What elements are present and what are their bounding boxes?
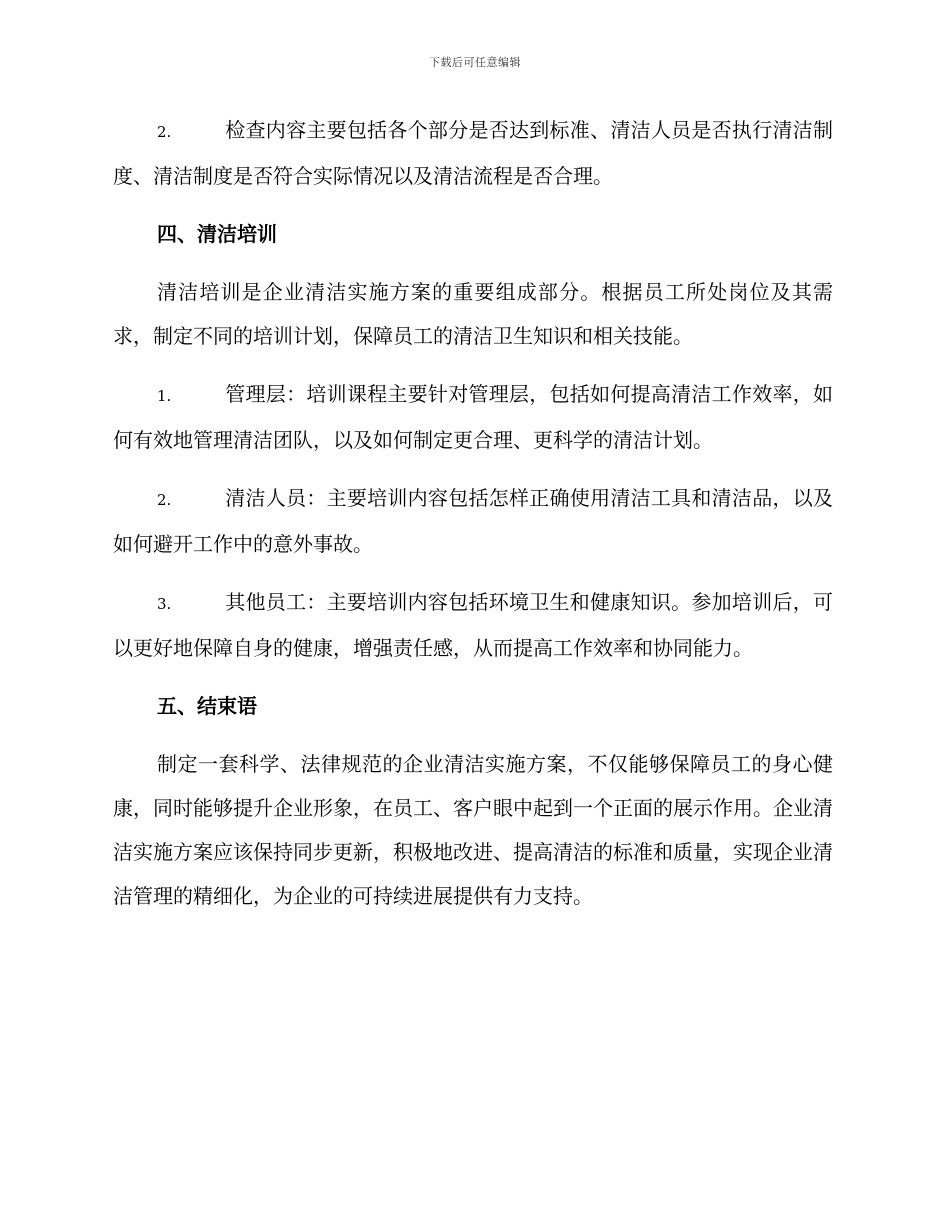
list-text: 管理层：培训课程主要针对管理层，包括如何提高清洁工作效率，如何有效地管理清洁团队，以及如何制定更合理、更科学的清洁计划。 [113,382,833,452]
list-text: 检查内容主要包括各个部分是否达到标准、清洁人员是否执行清洁制度、清洁制度是否符合实际情况以及清洁流程是否合理。 [113,118,833,188]
list-number: 1. [157,387,172,405]
section-heading-conclusion: 五、结束语 [157,694,257,718]
page-header: 下载后可任意编辑 [429,56,521,69]
list-text: 其他员工：主要培训内容包括环境卫生和健康知识。参加培训后，可以更好地保障自身的健康，增强责任感，从而提高工作效率和协同能力。 [113,590,833,660]
list-item-management [113,372,833,462]
document-body [113,108,833,932]
list-number: 3. [157,595,172,613]
list-text: 清洁人员：主要培训内容包括怎样正确使用清洁工具和清洁品，以及如何避开工作中的意外事故。 [113,486,833,556]
conclusion-paragraph: 制定一套科学、法律规范的企业清洁实施方案，不仅能够保障员工的身心健康，同时能够提升企业形象，在员工、客户眼中起到一个正面的展示作用。企业清洁实施方案应该保持同步更新，积极地改进、提高清洁的标准和质量，实现企业清洁管理的精细化，为企业的可持续进展提供有力支持。 [113,752,833,908]
list-number: 2. [157,491,172,509]
training-intro-paragraph: 清洁培训是企业清洁实施方案的重要组成部分。根据员工所处岗位及其需求，制定不同的培训计划，保障员工的清洁卫生知识和相关技能。 [113,280,833,348]
section-heading-training: 四、清洁培训 [157,222,277,246]
list-item-cleaning-staff [113,476,833,566]
list-item-check-content [113,108,833,198]
list-item-other-staff [113,580,833,670]
list-number: 2. [157,123,172,141]
